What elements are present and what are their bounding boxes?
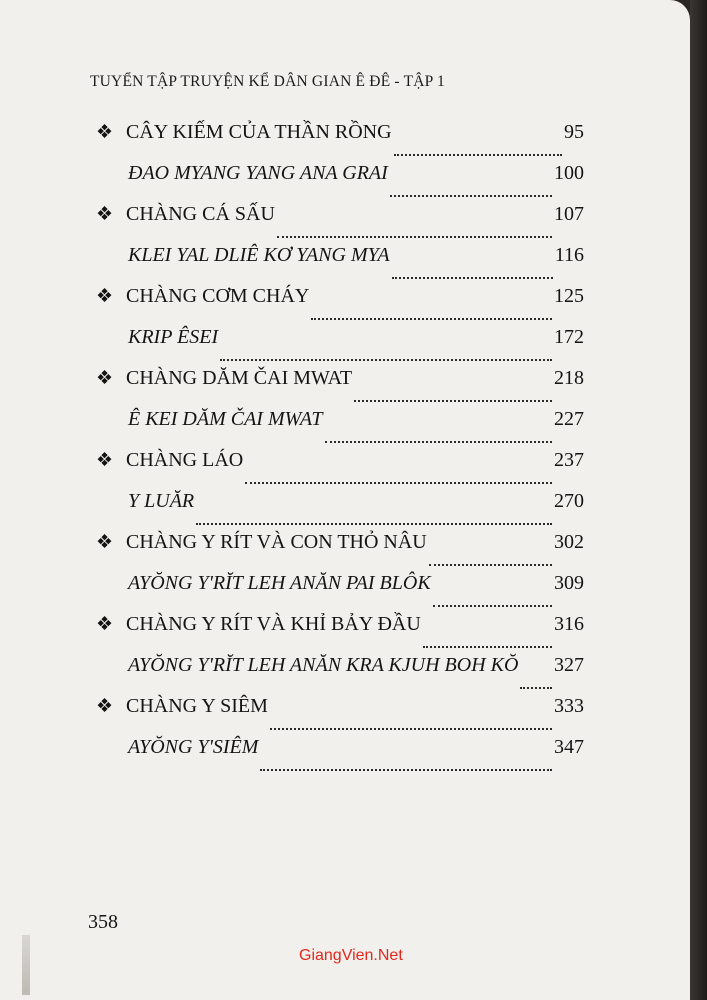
dot-leader [423,634,552,648]
toc-entry-title: CHÀNG Y SIÊM [126,695,268,717]
toc-entry-page: 107 [554,203,584,225]
page-edge-decoration [22,935,30,995]
toc-entry-page: 347 [554,736,584,758]
dot-leader [354,388,552,402]
toc-entry-title: CHÀNG CƠM CHÁY [126,285,310,307]
dot-leader [196,511,552,525]
toc-entry-page: 125 [554,285,584,307]
toc-entry [96,531,584,572]
dot-leader [277,224,552,238]
dot-leader [429,552,552,566]
toc-entry [96,449,584,490]
dot-leader [325,429,553,443]
toc-entry-title: CHÀNG Y RÍT VÀ CON THỎ NÂU [126,531,427,553]
dot-leader [245,470,552,484]
dot-leader [433,593,552,607]
toc-entry-title: KRIP ÊSEI [128,326,219,348]
dot-leader [220,347,552,361]
toc-entry-title: CHÀNG Y RÍT VÀ KHỈ BẢY ĐẦU [126,613,421,635]
toc-entry-title: AYŎNG Y'RĬT LEH ANĂN PAI BLÔK [128,572,431,594]
book-spine-shadow [690,0,707,1000]
diamond-bullet-icon: ❖ [96,122,114,143]
diamond-bullet-icon: ❖ [96,286,114,307]
dot-leader [270,716,552,730]
toc-entry [96,654,584,695]
toc-entry-title: AYŎNG Y'SIÊM [128,736,259,758]
toc-entry-page: 302 [554,531,584,553]
dot-leader [390,183,552,197]
dot-leader [394,142,562,156]
toc-entry-title: CHÀNG DĂM ČAI MWAT [126,367,353,389]
watermark-text: GiangVien.Net [299,947,403,964]
toc-entry-page: 316 [554,613,584,635]
toc-entry-page: 270 [554,490,584,512]
toc-entry-page: 172 [554,326,584,348]
page-number: 358 [88,911,118,933]
running-header: TUYỂN TẬP TRUYỆN KỂ DÂN GIAN Ê ĐÊ - TẬP 1 [90,73,445,90]
toc-entry [96,285,584,326]
diamond-bullet-icon: ❖ [96,368,114,389]
toc-entry [96,203,584,244]
toc-entry [96,613,584,654]
toc-entry [96,490,584,531]
toc-entry-page: 333 [554,695,584,717]
toc-entry-page: 95 [564,121,584,143]
dot-leader [311,306,552,320]
toc-entry-title: ĐAO MYANG YANG ANA GRAI [128,162,388,184]
dot-leader [260,757,552,771]
dot-leader [392,265,553,279]
toc-entry [96,572,584,613]
toc-entry [96,326,584,367]
toc-entry-title: CÂY KIẾM CỦA THẦN RỒNG [126,121,392,143]
toc-entry [96,121,584,162]
toc-entry-title: Y LUĂR [128,490,195,512]
toc-entry-page: 237 [554,449,584,471]
dot-leader [520,675,552,689]
diamond-bullet-icon: ❖ [96,696,114,717]
diamond-bullet-icon: ❖ [96,450,114,471]
toc-entry-title: AYŎNG Y'RĬT LEH ANĂN KRA KJUH BOH KŎ [128,654,519,676]
diamond-bullet-icon: ❖ [96,532,114,553]
toc-entry [96,695,584,736]
toc-entry-title: KLEI YAL DLIÊ KƠ YANG MYA [128,244,390,266]
toc-entry-page: 327 [554,654,584,676]
toc-entry [96,736,584,777]
toc-entry-page: 100 [554,162,584,184]
toc-entry-title: CHÀNG CÁ SẤU [126,203,275,225]
toc-entry-page: 218 [554,367,584,389]
toc-entry [96,367,584,408]
diamond-bullet-icon: ❖ [96,614,114,635]
toc-entry-title: Ê KEI DĂM ČAI MWAT [128,408,323,430]
toc-entry-page: 116 [554,244,584,266]
toc-entry [96,162,584,203]
toc-entry [96,408,584,449]
toc-entry-page: 227 [554,408,584,430]
toc-entry-title: CHÀNG LÁO [126,449,244,471]
diamond-bullet-icon: ❖ [96,204,114,225]
toc-entry [96,244,584,285]
table-of-contents [96,121,584,777]
toc-entry-page: 309 [554,572,584,594]
